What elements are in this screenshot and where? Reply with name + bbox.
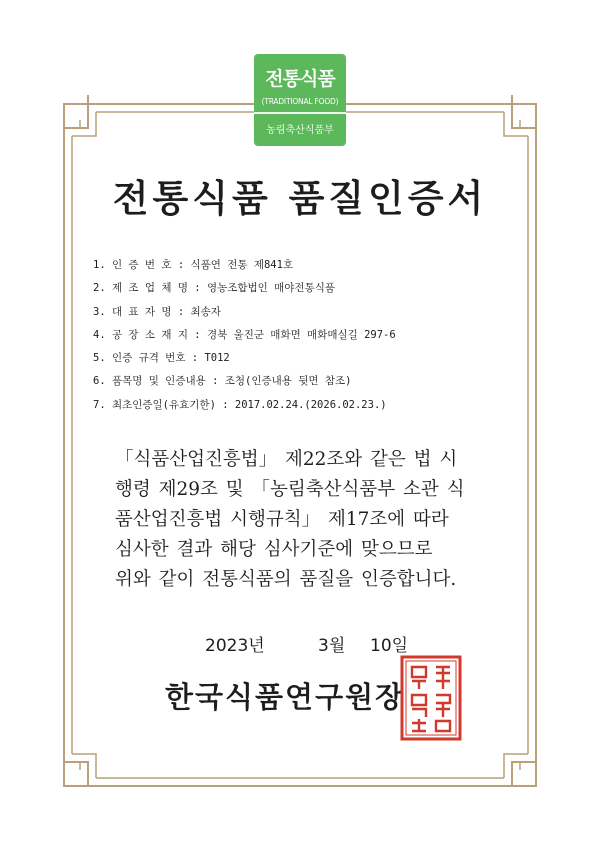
detail-item [93, 394, 533, 417]
logo-title: 전통식품 [265, 68, 335, 90]
detail-item [93, 277, 533, 300]
certificate-title: 전통식품 품질인증서 [112, 176, 488, 220]
issue-year: 2023년 [205, 636, 265, 656]
detail-label: 7. 최초인증일(유효기한) : [93, 398, 229, 411]
issue-day: 10일 [370, 636, 409, 656]
detail-label: 3. 대 표 자 명 : [93, 305, 185, 318]
detail-value: 최송자 [190, 305, 221, 318]
statement-line: 품산업진흥법 시행규칙」 제17조에 따라 [115, 509, 449, 530]
detail-label: 6. 품목명 및 인증내용 : [93, 375, 219, 388]
detail-value: 식품연 전통 제841호 [190, 259, 294, 271]
official-seal-icon [400, 655, 462, 741]
detail-value: 경북 울진군 매화면 매화매실길 297-6 [206, 328, 396, 341]
detail-label: 1. 인 증 번 호 : [93, 259, 185, 271]
detail-label: 5. 인증 규격 번호 : [93, 352, 199, 365]
statement-line: 행령 제29조 및 「농림축산식품부 소관 식 [115, 479, 465, 500]
detail-value: 2017.02.24.(2026.02.23.) [234, 398, 387, 411]
statement-line: 위와 같이 전통식품의 품질을 인증합니다. [115, 569, 457, 590]
statement-line: 「식품산업진흥법」 제22조와 같은 법 시 [115, 449, 458, 470]
detail-value: 조청(인증내용 뒷면 참조) [224, 375, 352, 388]
issuer-name: 한국식품연구원장 [165, 680, 406, 714]
traditional-food-logo [254, 54, 346, 146]
statement-line: 심사한 결과 해당 심사기준에 맞으므로 [115, 539, 433, 560]
certificate-details [93, 254, 533, 417]
detail-label: 4. 공 장 소 재 지 : [93, 328, 201, 341]
detail-item [93, 370, 533, 393]
issue-month: 3월 [318, 636, 346, 656]
detail-item [93, 324, 533, 347]
detail-label: 2. 제 조 업 체 명 : [93, 282, 201, 295]
detail-item [93, 347, 533, 370]
logo-ministry: 농림축산식품부 [266, 125, 334, 136]
detail-item [93, 301, 533, 324]
certification-statement [115, 445, 495, 595]
logo-divider [254, 112, 346, 114]
detail-value: 영농조합법인 매야전통식품 [206, 282, 335, 295]
detail-item [93, 254, 533, 277]
logo-subtitle: (TRADITIONAL FOOD) [261, 97, 339, 106]
detail-value: T012 [204, 352, 230, 365]
